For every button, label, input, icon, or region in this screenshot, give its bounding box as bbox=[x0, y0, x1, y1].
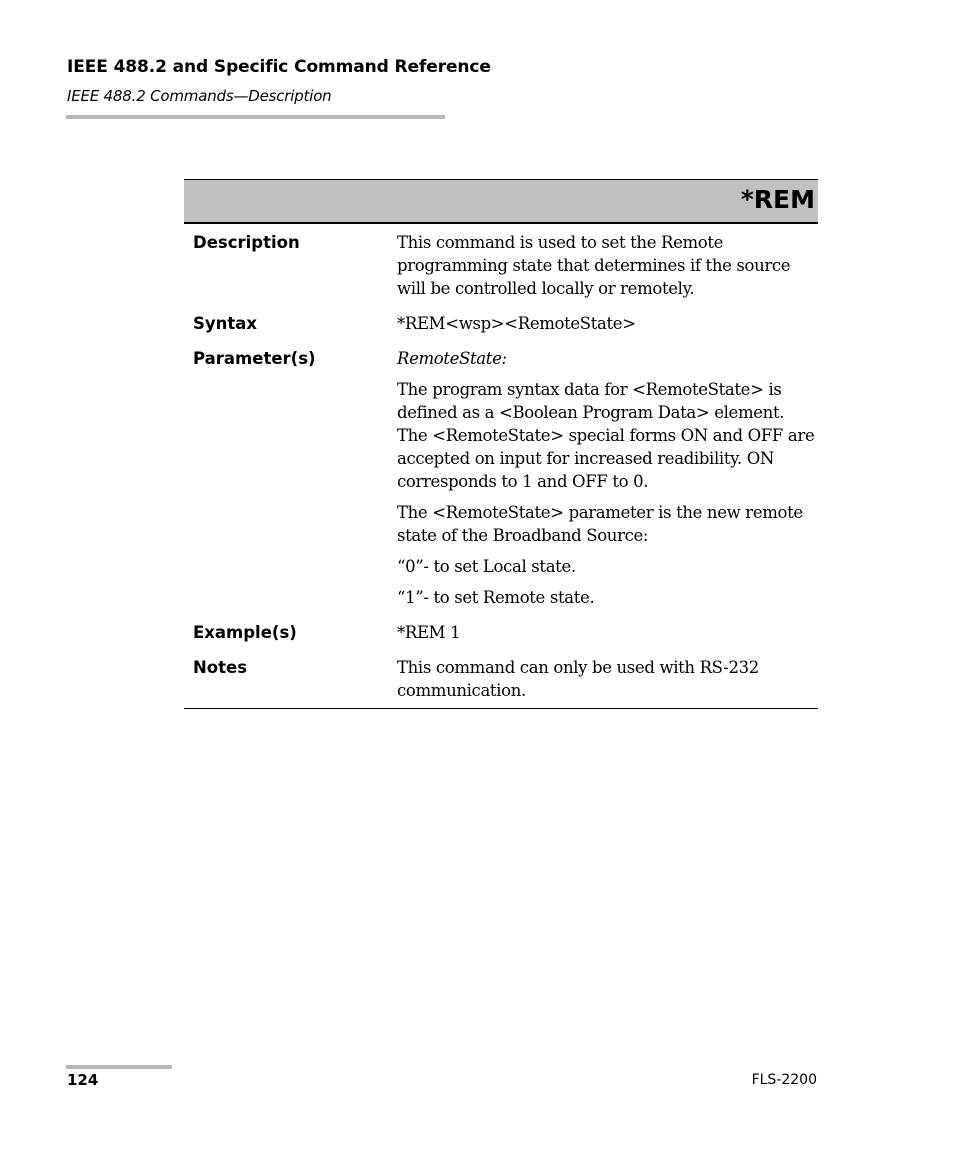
parameter-paragraph: “0”- to set Local state. bbox=[397, 557, 576, 576]
parameter-paragraph: “1”- to set Remote state. bbox=[397, 588, 595, 607]
command-header-bar bbox=[184, 179, 818, 224]
command-details bbox=[184, 224, 818, 709]
parameter-paragraph: The program syntax data for <RemoteState> is defined as a <Boolean Program Data> element. The <RemoteState> special forms ON and OFF are accepted on input for increased readibility. ON corresponds to 1 and OFF to 0. bbox=[397, 380, 815, 491]
parameter-name: RemoteState: bbox=[397, 349, 507, 368]
footer-divider bbox=[66, 1065, 172, 1069]
page-number: 124 bbox=[67, 1071, 99, 1089]
example-value: *REM 1 bbox=[397, 623, 461, 642]
notes-row bbox=[184, 656, 818, 702]
parameter-paragraph: The <RemoteState> parameter is the new remote state of the Broadband Source: bbox=[397, 503, 803, 545]
description-label: Description bbox=[193, 233, 300, 252]
section-title: IEEE 488.2 and Specific Command Reference bbox=[67, 57, 491, 77]
examples-row bbox=[184, 621, 818, 644]
notes-text bbox=[388, 656, 816, 702]
command-name: *REM bbox=[740, 185, 815, 214]
command-reference-table bbox=[184, 179, 818, 709]
examples-text bbox=[388, 621, 816, 644]
syntax-value: *REM<wsp><RemoteState> bbox=[397, 314, 636, 333]
header-divider bbox=[66, 115, 445, 119]
description-text bbox=[388, 231, 816, 300]
syntax-row bbox=[184, 312, 818, 335]
description-row bbox=[184, 231, 818, 300]
notes-paragraph: This command can only be used with RS-232 communication. bbox=[397, 658, 759, 700]
product-name: FLS-2200 bbox=[751, 1072, 817, 1088]
examples-label: Example(s) bbox=[193, 623, 297, 642]
notes-label: Notes bbox=[193, 658, 248, 677]
parameters-row bbox=[184, 347, 818, 609]
section-subtitle: IEEE 488.2 Commands—Description bbox=[67, 87, 332, 105]
description-paragraph: This command is used to set the Remote programming state that determines if the source will be controlled locally or remotely. bbox=[397, 233, 791, 298]
syntax-text bbox=[388, 312, 816, 335]
parameters-text bbox=[388, 347, 816, 609]
parameters-label: Parameter(s) bbox=[193, 349, 316, 368]
syntax-label: Syntax bbox=[193, 314, 258, 333]
